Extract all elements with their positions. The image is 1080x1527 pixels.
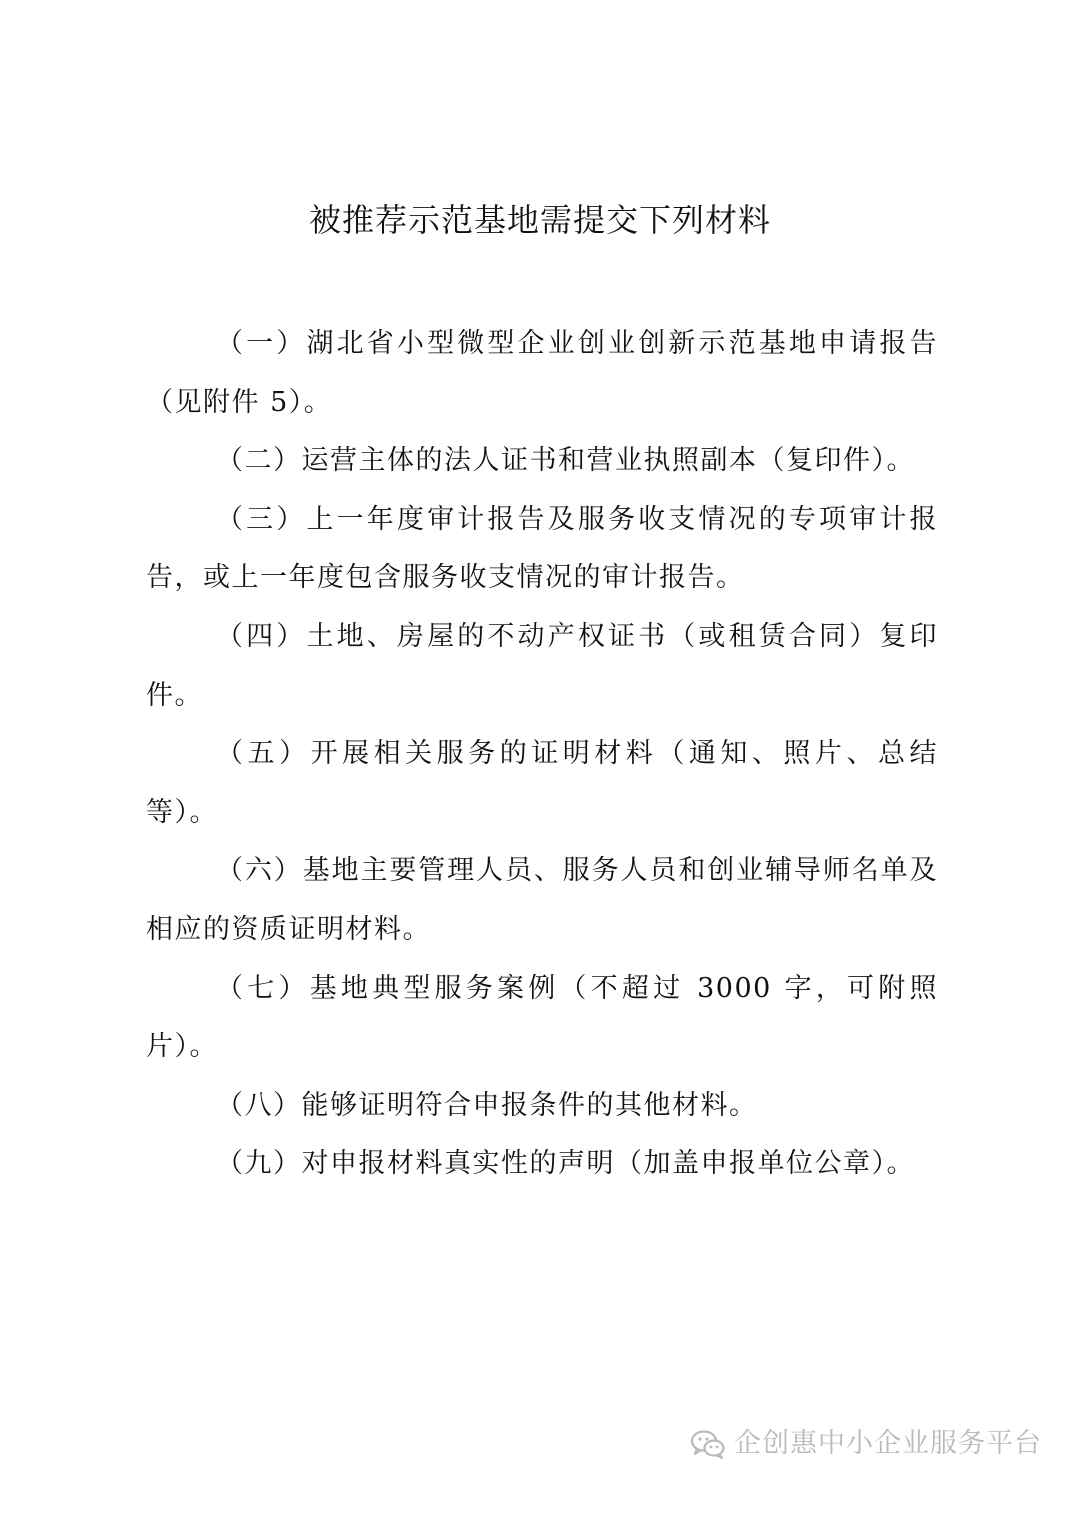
list-item: （九）对申报材料真实性的声明（加盖申报单位公章）。 — [216, 1148, 915, 1180]
list-item: （七）基地典型服务案例（不超过 3000 字，可附照片）。 — [146, 972, 938, 1063]
list-item: （八）能够证明符合申报条件的其他材料。 — [216, 1089, 758, 1121]
list-item: （三）上一年度审计报告及服务收支情况的专项审计报告，或上一年度包含服务收支情况的审计报告。 — [146, 503, 938, 594]
wechat-icon — [690, 1429, 726, 1459]
wechat-watermark — [690, 1426, 1042, 1462]
page-title: 被推荐示范基地需提交下列材料 — [308, 201, 771, 239]
list-item: （六）基地主要管理人员、服务人员和创业辅导师名单及相应的资质证明材料。 — [146, 855, 938, 945]
watermark-text: 企创惠中小企业服务平台 — [734, 1428, 1042, 1459]
list-item: （四）土地、房屋的不动产权证书（或租赁合同）复印件。 — [146, 620, 938, 711]
materials-list — [146, 315, 938, 1194]
list-item: （五）开展相关服务的证明材料（通知、照片、总结等）。 — [146, 738, 938, 828]
list-item: （一）湖北省小型微型企业创业创新示范基地申请报告（见附件 5）。 — [146, 328, 938, 418]
list-item: （二）运营主体的法人证书和营业执照副本（复印件）。 — [216, 445, 915, 477]
